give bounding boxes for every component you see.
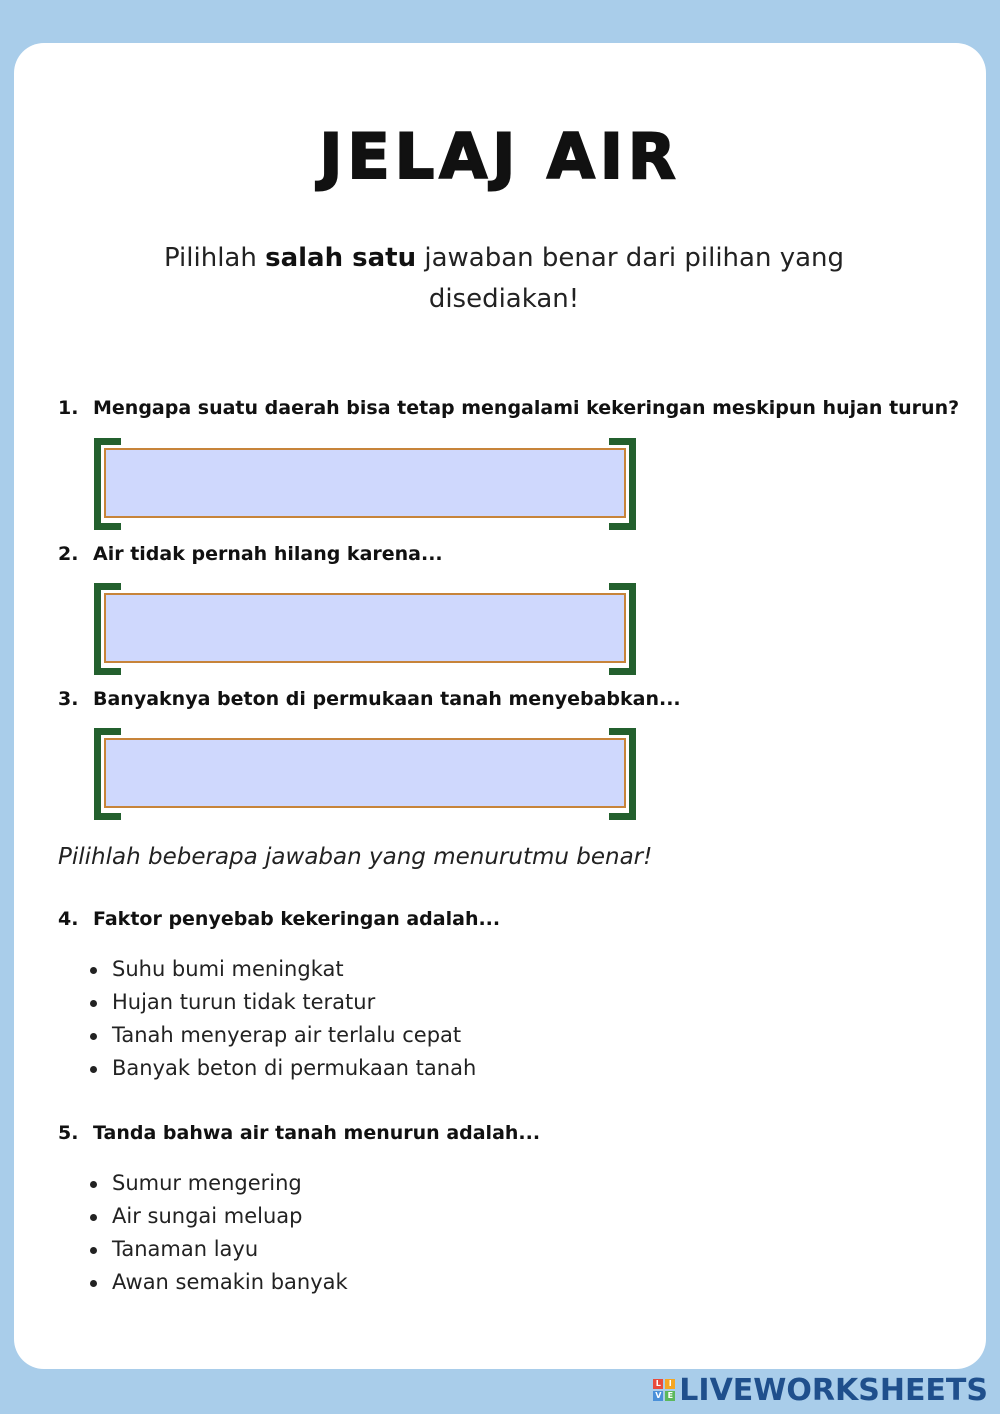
bracket-right bbox=[609, 583, 636, 675]
option-item[interactable]: Hujan turun tidak teratur bbox=[112, 986, 476, 1019]
option-item[interactable]: Suhu bumi meningkat bbox=[112, 953, 476, 986]
answer-drop-zone[interactable] bbox=[104, 738, 626, 808]
question-text: Banyaknya beton di permukaan tanah menyebabkan... bbox=[93, 688, 681, 710]
option-item[interactable]: Tanah menyerap air terlalu cepat bbox=[112, 1019, 476, 1052]
option-item[interactable]: Tanaman layu bbox=[112, 1233, 348, 1266]
option-item[interactable]: Sumur mengering bbox=[112, 1167, 348, 1200]
logo-letter: I bbox=[665, 1379, 675, 1389]
question-number: 3. bbox=[58, 688, 79, 710]
multi-choice-instruction: Pilihlah beberapa jawaban yang menurutmu benar! bbox=[58, 844, 653, 870]
question-text: Faktor penyebab kekeringan adalah... bbox=[93, 908, 501, 930]
logo-letter: E bbox=[665, 1391, 675, 1401]
worksheet-title: JELAJ AIR bbox=[319, 120, 681, 193]
option-item[interactable]: Banyak beton di permukaan tanah bbox=[112, 1052, 476, 1085]
option-item[interactable]: Air sungai meluap bbox=[112, 1200, 348, 1233]
question-2 bbox=[58, 543, 443, 565]
subtitle-bold: salah satu bbox=[265, 243, 417, 273]
subtitle-prefix: Pilihlah bbox=[163, 243, 266, 273]
question-text: Air tidak pernah hilang karena... bbox=[93, 543, 443, 565]
question-text: Tanda bahwa air tanah menurun adalah... bbox=[93, 1122, 541, 1144]
liveworksheets-footer bbox=[653, 1372, 988, 1408]
brand-name: LIVEWORKSHEETS bbox=[679, 1372, 988, 1408]
question-4 bbox=[58, 908, 500, 930]
question-1 bbox=[58, 397, 959, 419]
answer-box-3[interactable] bbox=[94, 728, 636, 820]
logo-letter: L bbox=[653, 1379, 663, 1389]
worksheet-subtitle bbox=[150, 238, 858, 320]
answer-drop-zone[interactable] bbox=[104, 448, 626, 518]
answer-box-1[interactable] bbox=[94, 438, 636, 530]
options-list-4 bbox=[112, 953, 476, 1085]
answer-box-2[interactable] bbox=[94, 583, 636, 675]
bracket-right bbox=[609, 728, 636, 820]
question-5 bbox=[58, 1122, 540, 1144]
option-item[interactable]: Awan semakin banyak bbox=[112, 1266, 348, 1299]
subtitle-suffix: jawaban benar dari pilihan yang disediakan! bbox=[416, 243, 845, 314]
question-number: 4. bbox=[58, 908, 79, 930]
question-number: 1. bbox=[58, 397, 79, 419]
answer-drop-zone[interactable] bbox=[104, 593, 626, 663]
options-list-5 bbox=[112, 1167, 348, 1299]
logo-letter: V bbox=[655, 1391, 662, 1400]
question-3 bbox=[58, 688, 681, 710]
question-text: Mengapa suatu daerah bisa tetap mengalami kekeringan meskipun hujan turun? bbox=[93, 397, 960, 419]
question-number: 5. bbox=[58, 1122, 79, 1144]
liveworksheets-logo-icon bbox=[653, 1379, 675, 1401]
question-number: 2. bbox=[58, 543, 79, 565]
bracket-right bbox=[609, 438, 636, 530]
